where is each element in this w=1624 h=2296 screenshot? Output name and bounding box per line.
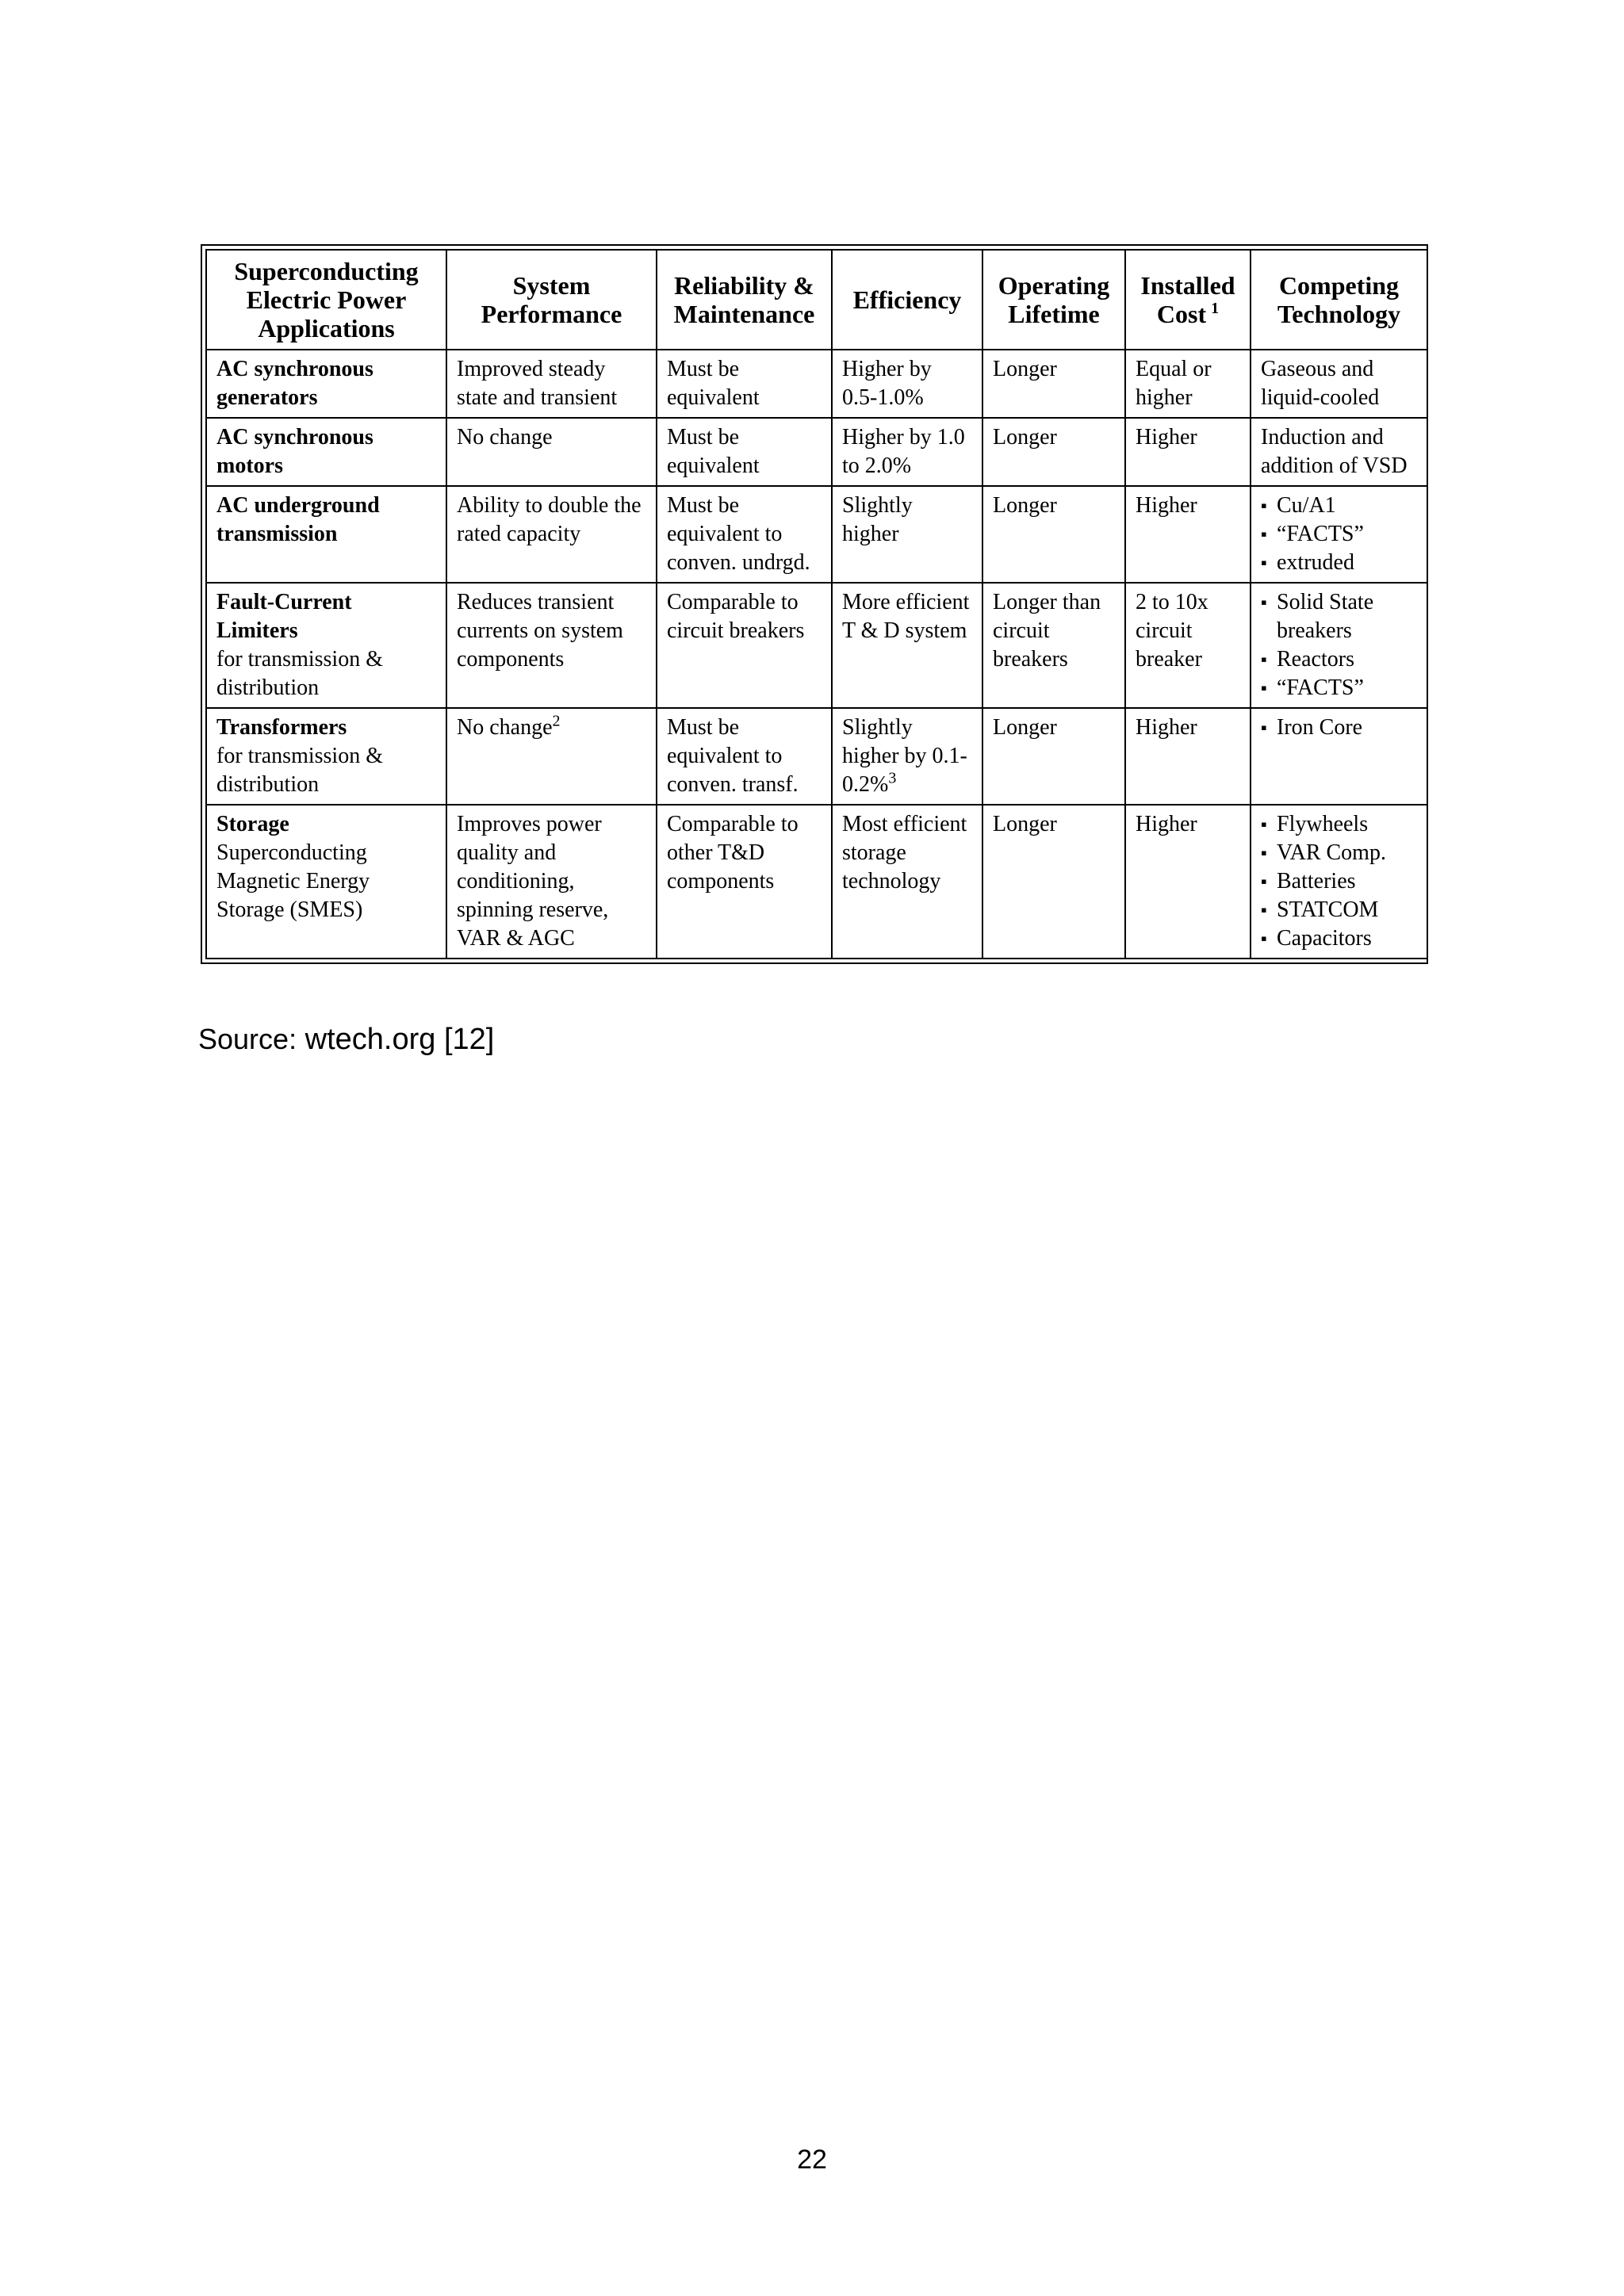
competing-technology-text: Induction and addition of VSD bbox=[1261, 425, 1408, 478]
lifetime-cell bbox=[982, 583, 1125, 708]
column-header-line: Operating bbox=[998, 271, 1110, 300]
competing-technology-item: ▪ STATCOM bbox=[1261, 896, 1417, 924]
application-cell bbox=[206, 418, 446, 486]
lifetime-text: Longer bbox=[993, 493, 1057, 518]
competing-technology-item: ▪ extruded bbox=[1261, 549, 1417, 577]
application-name: AC underground transmission bbox=[216, 493, 380, 546]
reliability-text: Must be equivalent bbox=[667, 357, 760, 410]
reliability-text: Must be equivalent bbox=[667, 425, 760, 478]
performance-cell bbox=[446, 350, 657, 418]
table-header-row bbox=[206, 250, 1427, 350]
reliability-text: Comparable to other T&D components bbox=[667, 812, 799, 894]
application-name: Fault-Current Limiters bbox=[216, 590, 352, 643]
application-name: Storage bbox=[216, 812, 289, 836]
reliability-cell bbox=[657, 583, 832, 708]
efficiency-text: More efficient T & D system bbox=[842, 590, 970, 643]
footnote-marker: 3 bbox=[888, 769, 897, 787]
cost-text: Higher bbox=[1136, 493, 1197, 518]
competing-technology-item: ▪ Solid State breakers bbox=[1261, 588, 1417, 645]
table-body bbox=[206, 350, 1427, 959]
efficiency-cell bbox=[832, 708, 982, 805]
competing-technology-list bbox=[1261, 714, 1417, 742]
column-header-line: Cost $^1$ bbox=[1156, 300, 1220, 328]
performance-text: Improved steady state and transient bbox=[457, 357, 618, 410]
performance-cell bbox=[446, 583, 657, 708]
efficiency-text: Higher by 1.0 to 2.0% bbox=[842, 425, 965, 478]
table-row bbox=[206, 708, 1427, 805]
performance-cell bbox=[446, 418, 657, 486]
source-text: wtech.org [12] bbox=[304, 1023, 495, 1056]
cost-cell bbox=[1125, 708, 1251, 805]
performance-cell bbox=[446, 805, 657, 959]
competing-technology-item: ▪ Capacitors bbox=[1261, 924, 1417, 953]
lifetime-text: Longer than circuit breakers bbox=[993, 590, 1101, 672]
cost-cell bbox=[1125, 805, 1251, 959]
efficiency-text: Higher by 0.5-1.0% bbox=[842, 357, 932, 410]
lifetime-cell bbox=[982, 708, 1125, 805]
performance-text: Ability to double the rated capacity bbox=[457, 493, 642, 546]
efficiency-cell bbox=[832, 350, 982, 418]
performance-text: No change bbox=[457, 425, 553, 450]
application-cell bbox=[206, 708, 446, 805]
competing-technology-text: Gaseous and liquid-cooled bbox=[1261, 357, 1380, 410]
column-header-line: Superconducting bbox=[234, 257, 419, 285]
table-row bbox=[206, 583, 1427, 708]
application-name: AC synchronous motors bbox=[216, 425, 373, 478]
table-row bbox=[206, 486, 1427, 583]
efficiency-cell bbox=[832, 486, 982, 583]
application-name: AC synchronous generators bbox=[216, 357, 373, 410]
performance-text: No change bbox=[457, 715, 553, 740]
column-header bbox=[446, 250, 657, 350]
performance-text: Reduces transient currents on system components bbox=[457, 590, 623, 672]
competing-technology-cell bbox=[1251, 486, 1427, 583]
cost-cell bbox=[1125, 350, 1251, 418]
column-header bbox=[832, 250, 982, 350]
column-header-line: Technology bbox=[1277, 300, 1401, 328]
efficiency-cell bbox=[832, 418, 982, 486]
application-description: for transmission & distribution bbox=[216, 647, 383, 700]
cost-cell bbox=[1125, 486, 1251, 583]
column-header bbox=[657, 250, 832, 350]
reliability-cell bbox=[657, 708, 832, 805]
reliability-cell bbox=[657, 418, 832, 486]
reliability-text: Comparable to circuit breakers bbox=[667, 590, 805, 643]
competing-technology-cell bbox=[1251, 805, 1427, 959]
lifetime-text: Longer bbox=[993, 715, 1057, 740]
column-header-line: Performance bbox=[481, 300, 622, 328]
efficiency-cell bbox=[832, 805, 982, 959]
reliability-cell bbox=[657, 805, 832, 959]
source-citation bbox=[198, 1023, 494, 1057]
source-label: Source: bbox=[198, 1023, 297, 1055]
efficiency-cell bbox=[832, 583, 982, 708]
efficiency-text: Slightly higher by 0.1-0.2% bbox=[842, 715, 967, 797]
table-row bbox=[206, 350, 1427, 418]
superconducting-applications-table bbox=[205, 249, 1428, 959]
competing-technology-item: ▪ Cu/A1 bbox=[1261, 492, 1417, 520]
lifetime-cell bbox=[982, 418, 1125, 486]
competing-technology-cell bbox=[1251, 418, 1427, 486]
competing-technology-item: ▪ Flywheels bbox=[1261, 810, 1417, 839]
competing-technology-item: ▪ “FACTS” bbox=[1261, 520, 1417, 549]
column-header-line: Maintenance bbox=[673, 300, 815, 328]
application-description: Superconducting Magnetic Energy Storage (SMES) bbox=[216, 840, 370, 922]
application-cell bbox=[206, 486, 446, 583]
lifetime-text: Longer bbox=[993, 425, 1057, 450]
competing-technology-item: ▪ Iron Core bbox=[1261, 714, 1417, 742]
footnote-marker: 1 bbox=[1211, 300, 1220, 318]
competing-technology-cell bbox=[1251, 708, 1427, 805]
application-name: Transformers bbox=[216, 715, 347, 740]
competing-technology-list bbox=[1261, 492, 1417, 577]
lifetime-text: Longer bbox=[993, 812, 1057, 836]
cost-cell bbox=[1125, 418, 1251, 486]
column-header-line: Applications bbox=[258, 314, 395, 342]
column-header-line: Lifetime bbox=[1008, 300, 1100, 328]
competing-technology-item: ▪ Reactors bbox=[1261, 645, 1417, 674]
column-header-line: System bbox=[512, 271, 591, 300]
lifetime-cell bbox=[982, 805, 1125, 959]
column-header-line: Installed bbox=[1140, 271, 1235, 300]
reliability-cell bbox=[657, 486, 832, 583]
cost-text: Equal or higher bbox=[1136, 357, 1212, 410]
application-cell bbox=[206, 350, 446, 418]
application-cell bbox=[206, 805, 446, 959]
reliability-cell bbox=[657, 350, 832, 418]
comparison-table-frame bbox=[201, 244, 1428, 964]
competing-technology-list bbox=[1261, 588, 1417, 702]
competing-technology-cell bbox=[1251, 583, 1427, 708]
performance-cell bbox=[446, 708, 657, 805]
cost-text: 2 to 10x circuit breaker bbox=[1136, 590, 1208, 672]
competing-technology-item: ▪ VAR Comp. bbox=[1261, 839, 1417, 867]
reliability-text: Must be equivalent to conven. transf. bbox=[667, 715, 799, 797]
reliability-text: Must be equivalent to conven. undrgd. bbox=[667, 493, 810, 575]
competing-technology-item: ▪ Batteries bbox=[1261, 867, 1417, 896]
performance-text: Improves power quality and conditioning, spinning reserve, VAR & AGC bbox=[457, 812, 609, 951]
cost-text: Higher bbox=[1136, 715, 1197, 740]
column-header-line: Electric Power bbox=[246, 285, 407, 314]
efficiency-text: Slightly higher bbox=[842, 493, 913, 546]
table-row bbox=[206, 805, 1427, 959]
footnote-marker: 2 bbox=[552, 712, 561, 730]
lifetime-text: Longer bbox=[993, 357, 1057, 381]
competing-technology-cell bbox=[1251, 350, 1427, 418]
column-header-line: Efficiency bbox=[852, 285, 962, 314]
competing-technology-list bbox=[1261, 810, 1417, 953]
page-number: 22 bbox=[797, 2145, 827, 2175]
cost-text: Higher bbox=[1136, 425, 1197, 450]
column-header bbox=[206, 250, 446, 350]
cost-cell bbox=[1125, 583, 1251, 708]
column-header bbox=[1251, 250, 1427, 350]
efficiency-text: Most efficient storage technology bbox=[842, 812, 967, 894]
column-header bbox=[1125, 250, 1251, 350]
column-header bbox=[982, 250, 1125, 350]
lifetime-cell bbox=[982, 486, 1125, 583]
cost-text: Higher bbox=[1136, 812, 1197, 836]
application-cell bbox=[206, 583, 446, 708]
column-header-line: Competing bbox=[1278, 271, 1400, 300]
performance-cell bbox=[446, 486, 657, 583]
application-description: for transmission & distribution bbox=[216, 744, 383, 797]
competing-technology-item: ▪ “FACTS” bbox=[1261, 674, 1417, 702]
column-header-line: Reliability & bbox=[674, 271, 814, 300]
lifetime-cell bbox=[982, 350, 1125, 418]
table-row bbox=[206, 418, 1427, 486]
